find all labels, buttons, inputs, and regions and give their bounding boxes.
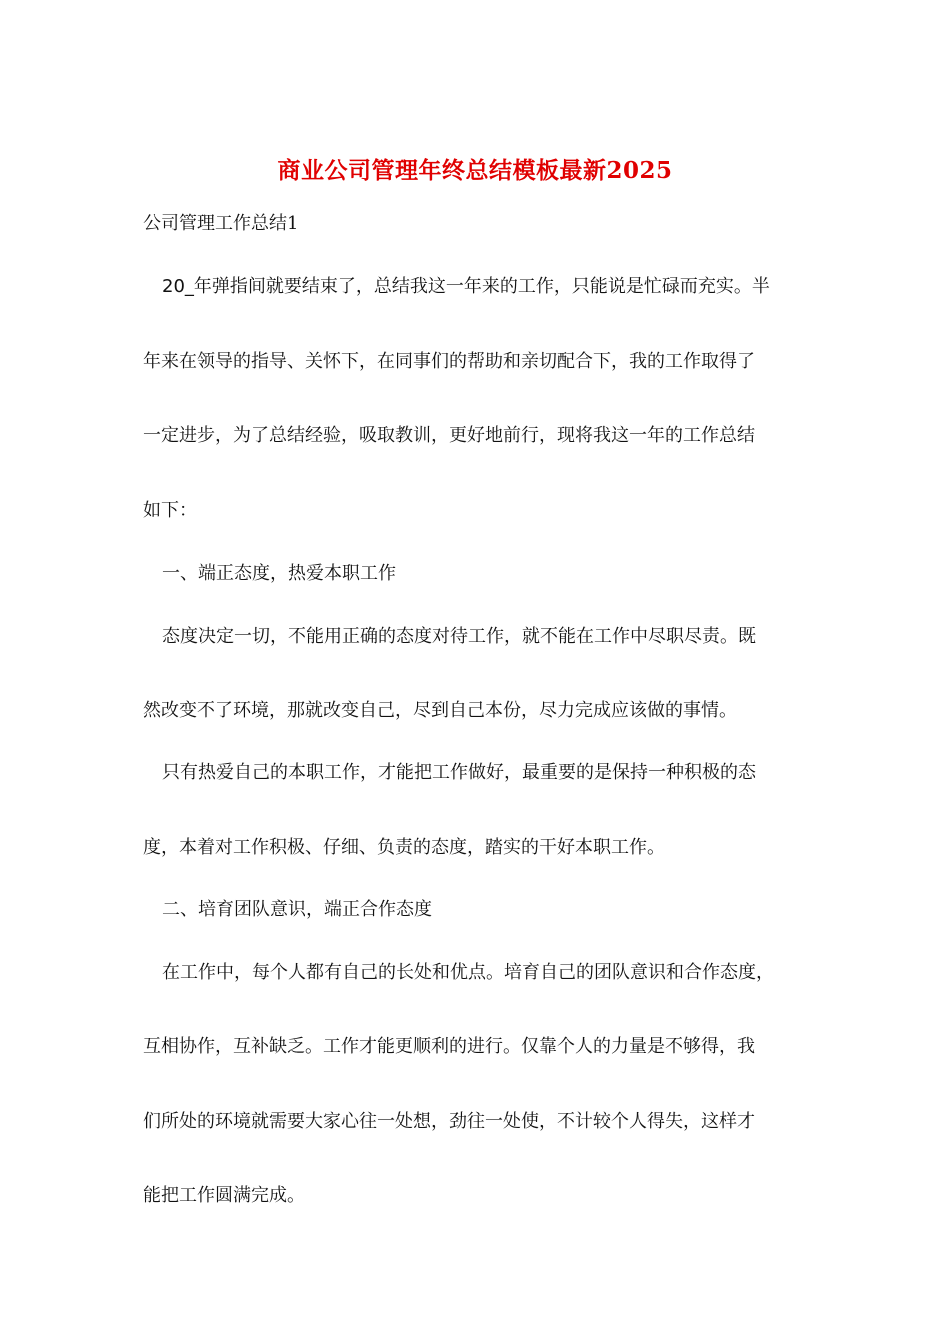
section-heading: 公司管理工作总结1: [143, 213, 299, 234]
subheading: 一、端正态度，热爱本职工作: [162, 563, 396, 584]
subheading: 二、培育团队意识，端正合作态度: [162, 899, 432, 920]
paragraph-line: 只有热爱自己的本职工作，才能把工作做好，最重要的是保持一种积极的态: [162, 762, 756, 783]
paragraph-line: 们所处的环境就需要大家心往一处想，劲往一处使，不计较个人得失，这样才: [143, 1111, 755, 1132]
paragraph-line: 一定进步，为了总结经验，吸取教训，更好地前行，现将我这一年的工作总结: [143, 425, 755, 446]
paragraph-line: 然改变不了环境，那就改变自己，尽到自己本份，尽力完成应该做的事情。: [143, 700, 737, 721]
paragraph-line: 能把工作圆满完成。: [143, 1185, 305, 1206]
paragraph-line: 年来在领导的指导、关怀下，在同事们的帮助和亲切配合下，我的工作取得了: [143, 351, 755, 372]
paragraph-line: 在工作中，每个人都有自己的长处和优点。培育自己的团队意识和合作态度，: [162, 962, 774, 983]
paragraph-line: 如下：: [143, 500, 197, 521]
paragraph-line: 度，本着对工作积极、仔细、负责的态度，踏实的干好本职工作。: [143, 837, 665, 858]
document-title: 商业公司管理年终总结模板最新2025: [277, 157, 673, 184]
paragraph-line: 20_年弹指间就要结束了，总结我这一年来的工作，只能说是忙碌而充实。半: [162, 276, 770, 297]
paragraph-line: 互相协作，互补缺乏。工作才能更顺利的进行。仅靠个人的力量是不够得，我: [143, 1036, 755, 1057]
paragraph-line: 态度决定一切，不能用正确的态度对待工作，就不能在工作中尽职尽责。既: [162, 626, 756, 647]
